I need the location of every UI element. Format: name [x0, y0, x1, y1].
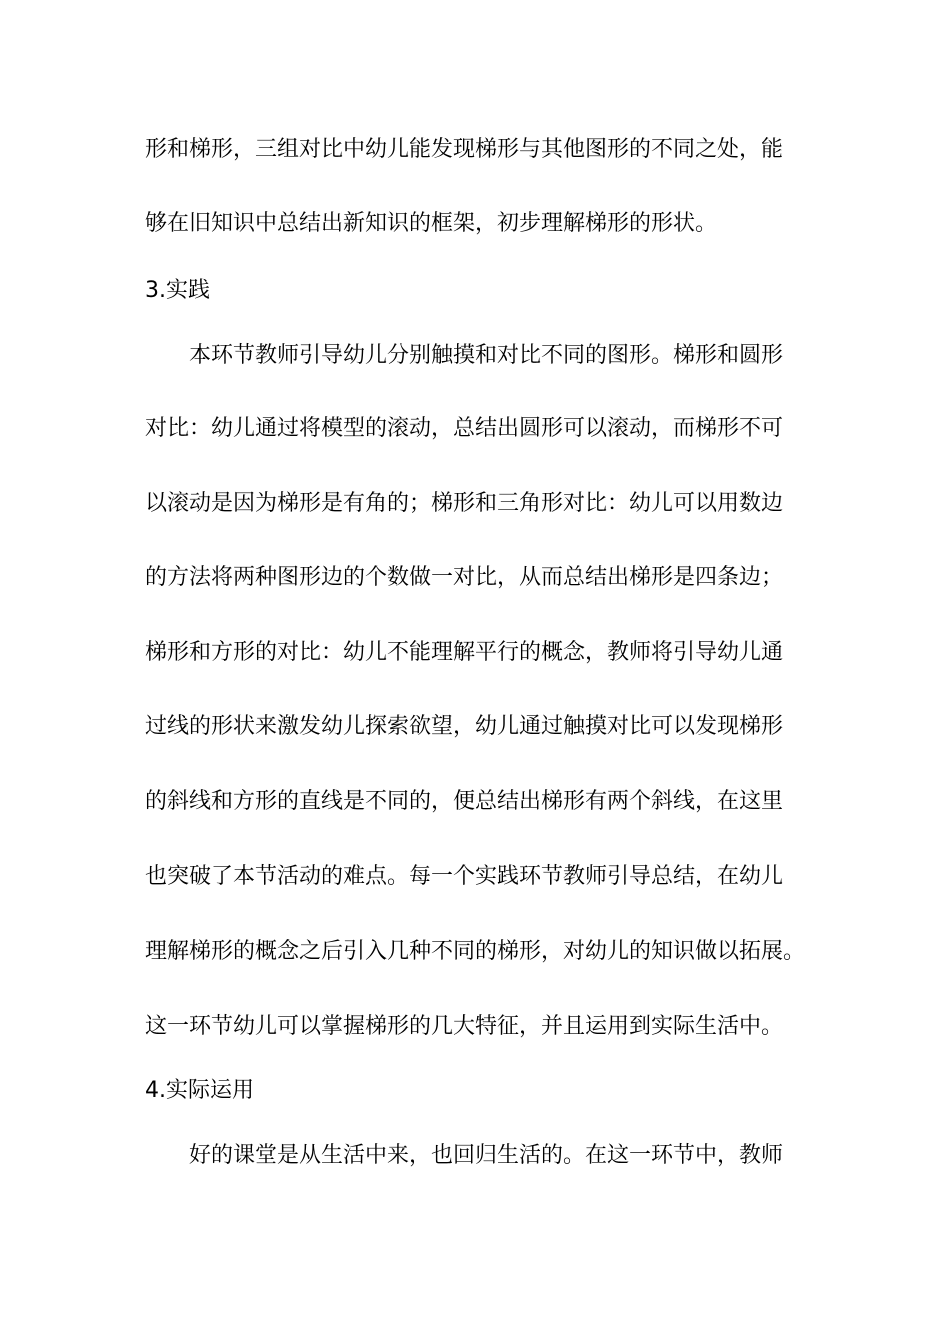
paragraph-line: 的方法将两种图形边的个数做一对比，从而总结出梯形是四条边； [145, 565, 784, 590]
paragraph-line: 形和梯形，三组对比中幼儿能发现梯形与其他图形的不同之处，能 [145, 137, 784, 162]
section-heading-application: 4.实际运用 [145, 1078, 254, 1103]
paragraph-line: 过线的形状来激发幼儿探索欲望，幼儿通过触摸对比可以发现梯形 [145, 714, 784, 739]
paragraph-line: 对比：幼儿通过将模型的滚动，总结出圆形可以滚动，而梯形不可 [145, 416, 784, 441]
paragraph-line: 以滚动是因为梯形是有角的；梯形和三角形对比：幼儿可以用数边 [145, 491, 784, 516]
paragraph-line: 这一环节幼儿可以掌握梯形的几大特征，并且运用到实际生活中。 [145, 1014, 784, 1039]
paragraph-line: 的斜线和方形的直线是不同的，便总结出梯形有两个斜线，在这里 [145, 789, 784, 814]
paragraph-line: 也突破了本节活动的难点。每一个实践环节教师引导总结，在幼儿 [145, 864, 784, 889]
paragraph-line: 本环节教师引导幼儿分别触摸和对比不同的图形。梯形和圆形 [189, 343, 784, 368]
paragraph-line: 理解梯形的概念之后引入几种不同的梯形，对幼儿的知识做以拓展。 [145, 939, 806, 964]
section-heading-practice: 3.实践 [145, 278, 210, 303]
paragraph-line: 梯形和方形的对比：幼儿不能理解平行的概念，教师将引导幼儿通 [145, 640, 784, 665]
paragraph-line: 好的课堂是从生活中来，也回归生活的。在这一环节中，教师 [189, 1143, 784, 1168]
paragraph-line: 够在旧知识中总结出新知识的框架，初步理解梯形的形状。 [145, 211, 718, 236]
